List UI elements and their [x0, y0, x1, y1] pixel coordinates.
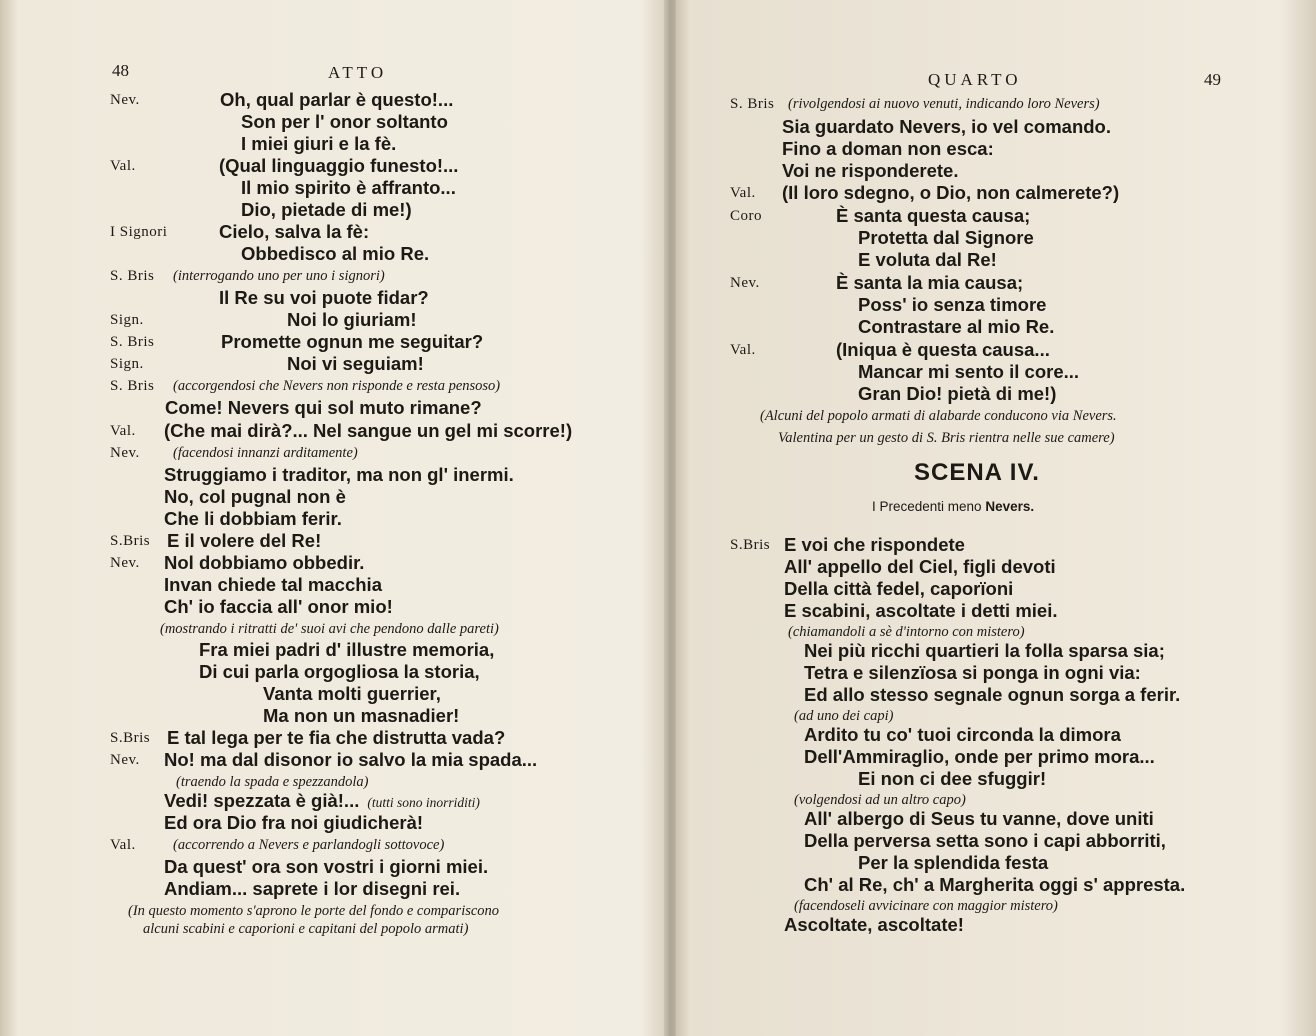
verse-line: Vedi! spezzata è già!... (tutti sono inorriditi) — [164, 790, 480, 811]
verse-line: Ascoltate, ascoltate! — [784, 914, 964, 935]
verse-line: Che li dobbiam ferir. — [164, 508, 342, 529]
personae-prefix: I Precedenti meno — [872, 499, 982, 514]
verse-line: E tal lega per te fia che distrutta vada? — [167, 727, 506, 748]
verse-line: Ed allo stesso segnale ognun sorga a ferir. — [804, 684, 1181, 705]
verse-line: Son per l' onor soltanto — [241, 111, 448, 132]
scene-personae — [872, 499, 1034, 514]
verse-line: All' appello del Ciel, figli devoti — [784, 556, 1056, 577]
stage-direction: (interrogando uno per uno i signori) — [173, 268, 385, 284]
verse-line: Della perversa setta sono i capi abborriti, — [804, 830, 1166, 851]
verse-line: Gran Dio! pietà di me!) — [858, 383, 1057, 404]
stage-direction: (tutti sono inorriditi) — [367, 795, 480, 810]
scene-title: SCENA IV. — [914, 459, 1040, 486]
speaker-name: S.Bris — [730, 537, 771, 553]
speaker-name: Nev. — [730, 275, 760, 291]
verse-line: Ma non un masnadier! — [263, 705, 460, 726]
speaker-name: S. Bris — [730, 96, 775, 112]
stage-direction: (mostrando i ritratti de' suoi avi che pendono dalle pareti) — [160, 621, 499, 637]
verse-line: No! ma dal disonor io salvo la mia spada... — [164, 749, 538, 770]
speaker-name: Val. — [730, 185, 756, 201]
speaker-name: S. Bris — [110, 334, 155, 350]
stage-direction: alcuni scabini e caporioni e capitani del popolo armati) — [143, 921, 469, 937]
verse-line: (Iniqua è questa causa... — [836, 339, 1050, 360]
verse-line: Come! Nevers qui sol muto rimane? — [165, 397, 482, 418]
verse-line: Struggiamo i traditor, ma non gl' inermi. — [164, 464, 514, 485]
running-head: ATTO — [328, 63, 388, 82]
verse-line: Poss' io senza timore — [858, 294, 1047, 315]
verse-line: Noi lo giuriam! — [287, 309, 417, 330]
verse-line: All' albergo di Seus tu vanne, dove uniti — [804, 808, 1154, 829]
stage-direction: (facendosi innanzi arditamente) — [173, 445, 358, 461]
stage-direction: (accorgendosi che Nevers non risponde e resta pensoso) — [173, 378, 501, 394]
speaker-name: S. Bris — [110, 268, 155, 284]
speaker-name: S.Bris — [110, 533, 151, 549]
verse-line: (Che mai dirà?... Nel sangue un gel mi scorre!) — [164, 420, 573, 441]
verse-line: Protetta dal Signore — [858, 227, 1034, 248]
speaker-name: Val. — [110, 423, 136, 439]
verse-line: E scabini, ascoltate i detti miei. — [784, 600, 1058, 621]
verse-line: E il volere del Re! — [167, 530, 322, 551]
verse-line: È santa la mia causa; — [836, 272, 1024, 293]
verse-line: Voi ne risponderete. — [782, 160, 959, 181]
verse-line: Noi vi seguiam! — [287, 353, 424, 374]
verse-line: Della città fedel, caporïoni — [784, 578, 1014, 599]
speaker-name: Coro — [730, 208, 762, 224]
verse-line: Nei più ricchi quartieri la folla sparsa sia; — [804, 640, 1165, 661]
verse-line: Obbedisco al mio Re. — [241, 243, 430, 264]
verse-line: Nol dobbiamo obbedir. — [164, 552, 365, 573]
speaker-name: S.Bris — [110, 730, 151, 746]
verse-line: Ardito tu co' tuoi circonda la dimora — [804, 724, 1121, 745]
speaker-name: Nev. — [110, 92, 140, 108]
verse-line: No, col pugnal non è — [164, 486, 346, 507]
stage-direction: (In questo momento s'aprono le porte del fondo e compariscono — [128, 903, 500, 919]
verse-line: E voluta dal Re! — [858, 249, 997, 270]
verse-line: Oh, qual parlar è questo!... — [220, 89, 454, 110]
verse-line: Ch' io faccia all' onor mio! — [164, 596, 393, 617]
verse-line: Da quest' ora son vostri i giorni miei. — [164, 856, 489, 877]
verse-line: Fino a doman non esca: — [782, 138, 994, 159]
verse-line: Dio, pietade di me!) — [241, 199, 412, 220]
verse-line: Il Re su voi puote fidar? — [219, 287, 429, 308]
verse-line: Per la splendida festa — [858, 852, 1049, 873]
stage-direction: (traendo la spada e spezzandola) — [176, 774, 369, 790]
running-head: QUARTO — [928, 70, 1022, 89]
verse-line: Invan chiede tal macchia — [164, 574, 382, 595]
verse-line: Andiam... saprete i lor disegni rei. — [164, 878, 461, 899]
verse-line: Dell'Ammiraglio, onde per primo mora... — [804, 746, 1155, 767]
speaker-name: S. Bris — [110, 378, 155, 394]
speaker-name: Nev. — [110, 445, 140, 461]
verse-line: Cielo, salva la fè: — [219, 221, 370, 242]
verse-line: Vanta molti guerrier, — [263, 683, 441, 704]
right-page — [674, 0, 1316, 1036]
speaker-name: Nev. — [110, 752, 140, 768]
verse-line: Sia guardato Nevers, io vel comando. — [782, 116, 1111, 137]
stage-direction: (facendoseli avvicinare con maggior mistero) — [794, 898, 1058, 914]
verse-line: Ei non ci dee sfuggir! — [858, 768, 1047, 789]
speaker-name: Sign. — [110, 312, 144, 328]
stage-direction: (Alcuni del popolo armati di alabarde conducono via Nevers. — [760, 408, 1117, 424]
personae-bold: Nevers. — [985, 499, 1035, 514]
stage-direction: (accorrendo a Nevers e parlandogli sottovoce) — [173, 837, 445, 853]
speaker-name: I Signori — [110, 224, 168, 240]
verse-line: Di cui parla orgogliosa la storia, — [199, 661, 480, 682]
verse-line: Il mio spirito è affranto... — [241, 177, 456, 198]
verse-line: È santa questa causa; — [836, 205, 1031, 226]
verse-line: Ed ora Dio fra noi giudicherà! — [164, 812, 424, 833]
speaker-name: Sign. — [110, 356, 144, 372]
stage-direction: (rivolgendosi ai nuovo venuti, indicando loro Nevers) — [788, 96, 1100, 112]
verse-line: (Qual linguaggio funesto!... — [219, 155, 459, 176]
verse-line: I miei giuri e la fè. — [241, 133, 397, 154]
speaker-name: Val. — [110, 158, 136, 174]
stage-direction: Valentina per un gesto di S. Bris rientra nelle sue camere) — [778, 430, 1115, 446]
verse-line: Tetra e silenzïosa si ponga in ogni via: — [804, 662, 1141, 683]
verse-line: E voi che rispondete — [784, 534, 965, 555]
verse-line: (Il loro sdegno, o Dio, non calmerete?) — [782, 182, 1120, 203]
verse-line: Fra miei padri d' illustre memoria, — [199, 639, 495, 660]
verse-line: Contrastare al mio Re. — [858, 316, 1055, 337]
speaker-name: Val. — [730, 342, 756, 358]
speaker-name: Val. — [110, 837, 136, 853]
verse-line: Ch' al Re, ch' a Margherita oggi s' appresta. — [804, 874, 1186, 895]
speaker-name: Nev. — [110, 555, 140, 571]
page-number: 48 — [112, 61, 129, 80]
page-number: 49 — [1204, 70, 1221, 89]
stage-direction: (volgendosi ad un altro capo) — [794, 792, 966, 808]
stage-direction: (chiamandoli a sè d'intorno con mistero) — [788, 624, 1025, 640]
verse-line: Mancar mi sento il core... — [858, 361, 1080, 382]
verse-line: Promette ognun me seguitar? — [221, 331, 484, 352]
stage-direction: (ad uno dei capi) — [794, 708, 894, 724]
